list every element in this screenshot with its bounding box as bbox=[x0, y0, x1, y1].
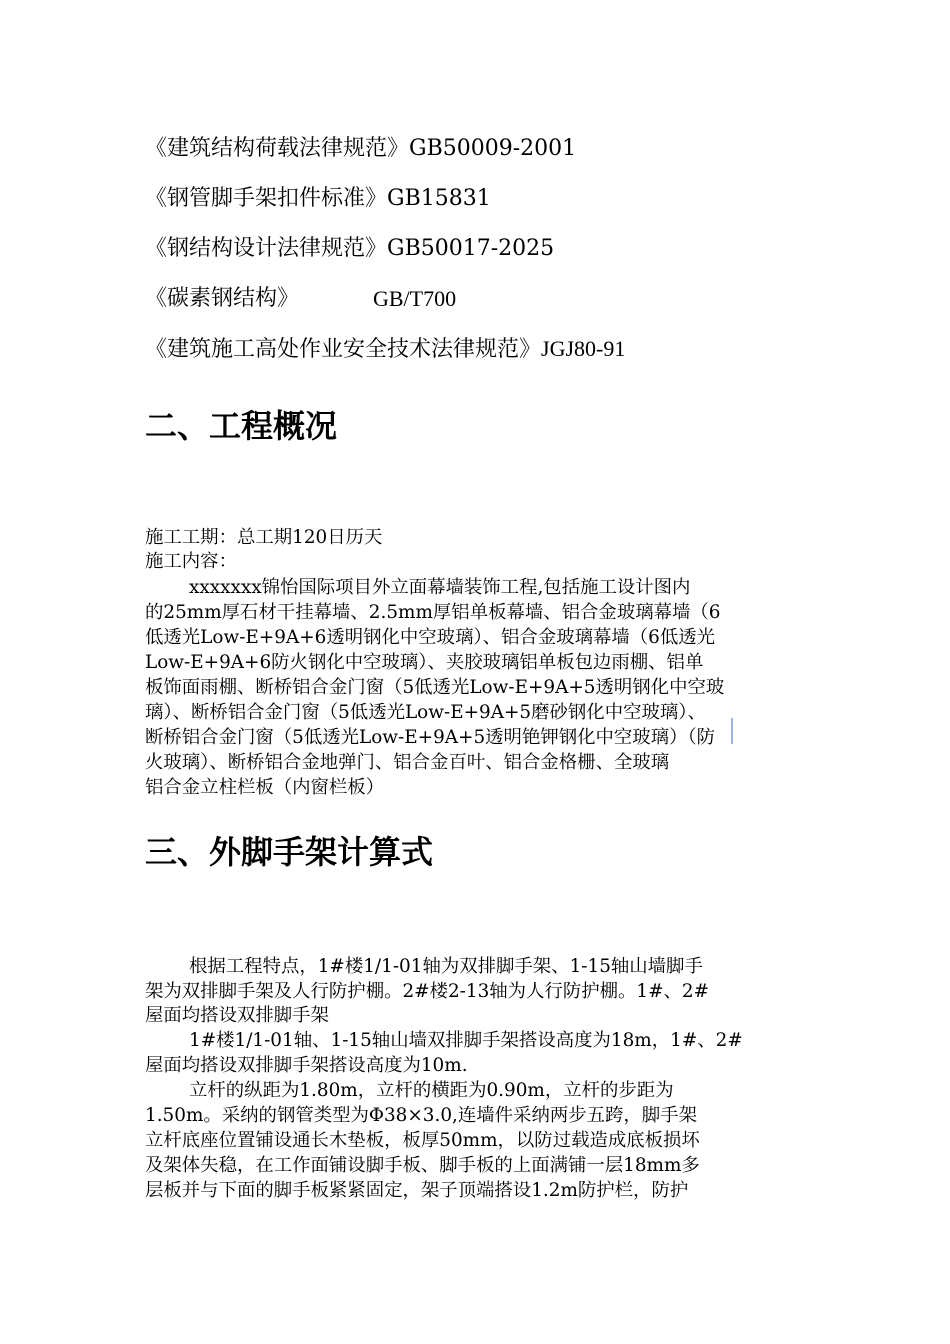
standard-item: 《建筑结构荷载法律规范》GB50009-2001 bbox=[145, 136, 577, 161]
paragraph-line: 立杆的纵距为1.80m，立杆的横距为0.90m，立杆的步距为 bbox=[189, 1080, 674, 1101]
paragraph-line: 立杆底座位置铺设通长木垫板，板厚50mm，以防过载造成底板损坏 bbox=[145, 1130, 700, 1151]
standard-code: GB/T700 bbox=[373, 286, 457, 311]
paragraph-line: 璃）、断桥铝合金门窗（5低透光Low-E+9A+5磨砂钢化中空玻璃）、 bbox=[145, 702, 706, 723]
standard-item bbox=[145, 284, 457, 314]
paragraph-line: 断桥铝合金门窗（5低透光Low-E+9A+5透明铯钾钢化中空玻璃）（防 bbox=[145, 727, 716, 748]
standard-name: 《建筑施工高处作业安全技术法律规范》 bbox=[145, 337, 542, 362]
standard-item bbox=[145, 334, 625, 365]
paragraph-line: 1.50m。采纳的钢管类型为Φ38×3.0,连墙件采纳两步五跨，脚手架 bbox=[145, 1105, 697, 1126]
paragraph-line: 屋面均搭设双排脚手架搭设高度为10m. bbox=[145, 1055, 468, 1076]
paragraph-line: 及架体失稳，在工作面铺设脚手板、脚手板的上面满铺一层18mm多 bbox=[145, 1155, 700, 1176]
paragraph-line: 屋面均搭设双排脚手架 bbox=[145, 1005, 329, 1026]
section-heading: 三、外脚手架计算式 bbox=[145, 833, 434, 871]
section-heading: 二、工程概况 bbox=[145, 407, 338, 445]
standard-item: 《钢结构设计法律规范》GB50017-2025 bbox=[145, 236, 555, 261]
standard-code: JGJ80-91 bbox=[541, 336, 626, 361]
paragraph-line: Low-E+9A+6防火钢化中空玻璃）、夹胶玻璃铝单板包边雨棚、铝单 bbox=[145, 652, 704, 673]
standard-name: 《碳素钢结构》 bbox=[145, 286, 300, 311]
paragraph-line: 的25mm厚石材干挂幕墙、2.5mm厚铝单板幕墙、铝合金玻璃幕墙（6 bbox=[145, 602, 721, 623]
text-cursor bbox=[731, 718, 733, 744]
paragraph-line: 铝合金立柱栏板（内窗栏板） bbox=[145, 777, 385, 798]
paragraph-line: 根据工程特点，1#楼1/1-01轴为双排脚手架、1-15轴山墙脚手 bbox=[189, 956, 703, 977]
paragraph-line: 板饰面雨棚、断桥铝合金门窗（5低透光Low-E+9A+5透明钢化中空玻 bbox=[145, 677, 725, 698]
paragraph-line: 火玻璃）、断桥铝合金地弹门、铝合金百叶、铝合金格栅、全玻璃 bbox=[145, 752, 670, 773]
paragraph-line: xxxxxxx锦怡国际项目外立面幕墙装饰工程,包括施工设计图内 bbox=[189, 577, 691, 598]
paragraph-line: 架为双排脚手架及人行防护棚。2#楼2-13轴为人行防护棚。1#、2# bbox=[145, 981, 710, 1002]
content-label: 施工内容： bbox=[145, 551, 237, 572]
paragraph-line: 低透光Low-E+9A+6透明钢化中空玻璃）、铝合金玻璃幕墙（6低透光 bbox=[145, 627, 716, 648]
paragraph-line: 1#楼1/1-01轴、1-15轴山墙双排脚手架搭设高度为18m，1#、2# bbox=[189, 1030, 743, 1051]
paragraph-line: 层板并与下面的脚手板紧紧固定，架子顶端搭设1.2m防护栏，防护 bbox=[145, 1180, 689, 1201]
standard-item: 《钢管脚手架扣件标准》GB15831 bbox=[145, 186, 491, 211]
construction-period: 施工工期：总工期120日历天 bbox=[145, 527, 383, 548]
